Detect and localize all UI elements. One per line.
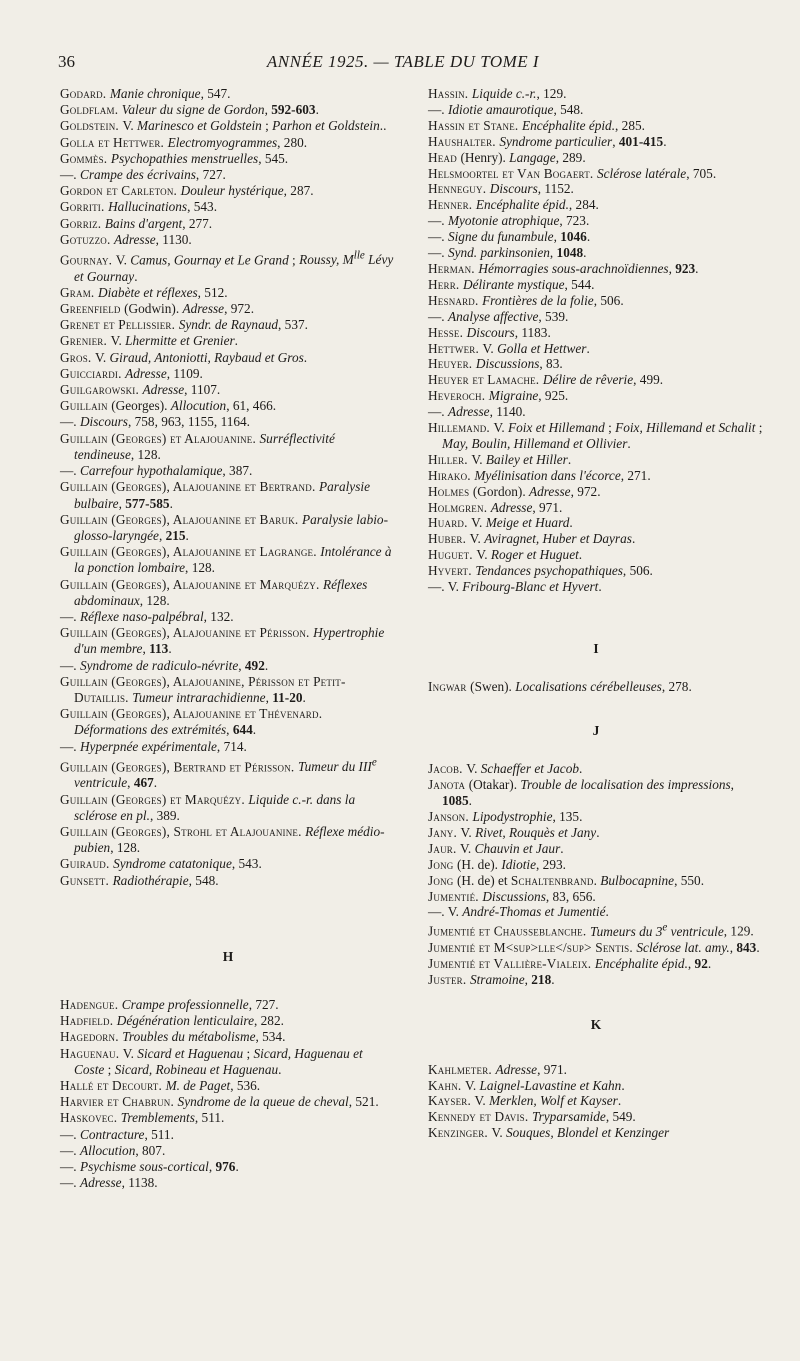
- author-name: Guillain (Georges), Alajouanine et Lagrange.: [60, 544, 321, 560]
- index-entry: [428, 452, 764, 468]
- index-entry: [60, 1046, 396, 1078]
- author-name: Gordon et Carleton.: [60, 183, 181, 199]
- entry-reference: (H. de) et Schaltenbrand. Bulbocapnine, 550.: [457, 872, 705, 888]
- author-name: Grenier.: [60, 333, 111, 349]
- author-name: Kayser.: [428, 1093, 475, 1109]
- index-entry: [60, 625, 396, 657]
- entry-reference: Discours, 1152.: [489, 181, 574, 197]
- entries-i: [428, 679, 764, 695]
- author-name: Hadfield.: [60, 1013, 117, 1029]
- index-entry: [60, 232, 396, 248]
- author-name: Hiller.: [428, 451, 472, 467]
- author-name: Kahn.: [428, 1077, 465, 1093]
- entry-reference: —. Idiotie amaurotique, 548.: [428, 101, 584, 117]
- entry-reference: Troubles du métabolisme, 534.: [122, 1029, 286, 1045]
- index-entry: [60, 183, 396, 199]
- author-name: Hassin et Stane.: [428, 117, 522, 133]
- index-entry: [428, 229, 764, 245]
- author-name: Gunsett.: [60, 872, 113, 888]
- author-name: Helsmoortel et Van Bogaert.: [428, 165, 597, 181]
- entry-reference: (Gordon). Adresse, 972.: [472, 483, 601, 499]
- entry-reference: Adresse, 1107.: [142, 382, 221, 398]
- entry-reference: (Godwin). Adresse, 972.: [124, 301, 255, 317]
- index-entry: [428, 809, 764, 825]
- entry-reference: Sclérose latérale, 705.: [596, 165, 717, 181]
- index-entry: [60, 755, 396, 792]
- entry-reference: —. Psychisme sous-cortical, 976.: [60, 1159, 239, 1175]
- entry-reference: Tumeur du IIIe ventricule, 467.: [74, 756, 377, 791]
- entry-reference: Tendances psychopathiques, 506.: [475, 563, 653, 579]
- entry-reference: Déformations des extrémités, 644.: [74, 722, 257, 738]
- entry-reference: Réflexes abdominaux, 128.: [74, 576, 368, 608]
- entry-reference: Discussions, 83, 656.: [482, 888, 596, 904]
- entry-reference: Migraine, 925.: [488, 388, 569, 404]
- entry-reference: Liquide c.-r., 129.: [471, 86, 567, 101]
- author-name: Guilgarowski.: [60, 382, 143, 398]
- entry-reference: V. Lhermitte et Grenier.: [110, 333, 238, 349]
- author-name: Janson.: [428, 809, 473, 825]
- author-name: Gorriti.: [60, 199, 109, 215]
- index-entry: [60, 102, 396, 118]
- entry-reference: —. Allocution, 807.: [60, 1142, 166, 1158]
- author-name: Hesse.: [428, 324, 467, 340]
- index-entry: [428, 484, 764, 500]
- index-entry: [60, 873, 396, 889]
- page-number: 36: [58, 52, 75, 71]
- author-name: Golla et Hettwer.: [60, 134, 168, 150]
- author-name: Goldstein.: [60, 118, 123, 134]
- index-entry: [60, 739, 396, 755]
- index-entry: [60, 86, 396, 102]
- index-entry: [428, 261, 764, 277]
- index-entry: [428, 1093, 764, 1109]
- index-entry: [428, 86, 764, 102]
- entry-reference: V. Meige et Huard.: [471, 515, 573, 531]
- author-name: Gournay.: [60, 252, 116, 268]
- index-entry: [60, 674, 396, 706]
- index-entry: [60, 577, 396, 609]
- index-entry: [60, 856, 396, 872]
- index-entry: [428, 277, 764, 293]
- entry-reference: Electromyogrammes, 280.: [167, 134, 308, 150]
- entry-reference: (H. de). Idiotie, 293.: [457, 856, 566, 872]
- index-entry: [60, 1110, 396, 1126]
- entry-reference: —. Adresse, 1138.: [60, 1175, 158, 1191]
- index-entry: [428, 841, 764, 857]
- author-name: Jumentié.: [428, 888, 483, 904]
- entry-reference: Paralysie bulbaire, 577-585.: [74, 479, 370, 511]
- entries-h-continued: [428, 86, 764, 595]
- index-entry: [428, 420, 764, 452]
- author-name: Huard.: [428, 515, 472, 531]
- author-name: Guicciardi.: [60, 365, 126, 381]
- entry-reference: Encéphalite épid., 92.: [594, 955, 712, 971]
- index-entry: [428, 940, 764, 956]
- index-entry: [60, 706, 396, 738]
- index-entry: [428, 1078, 764, 1094]
- author-name: Guillain (Georges), Alajouanine et Thévenard.: [60, 706, 323, 722]
- entry-reference: Délirante mystique, 544.: [462, 276, 595, 292]
- entry-reference: —. Myotonie atrophique, 723.: [428, 213, 590, 229]
- index-entry: [60, 216, 396, 232]
- author-name: Huber.: [428, 531, 470, 547]
- entry-reference: V. Merklen, Wolf et Kayser.: [474, 1093, 622, 1109]
- index-entry: [428, 563, 764, 579]
- section-heading-k: K: [590, 1017, 602, 1033]
- author-name: Henner.: [428, 197, 476, 213]
- author-name: Jumentié et Vallière-Vialeix.: [428, 955, 595, 971]
- author-name: Kenzinger.: [428, 1125, 492, 1141]
- author-name: Guillain (Georges) et Alajouanine.: [60, 430, 260, 446]
- entry-reference: V. Camus, Gournay et Le Grand ; Roussy, $M^{lle}$ Lévy et Gournay.: [74, 250, 394, 284]
- author-name: Gram.: [60, 284, 98, 300]
- author-name: Haushalter.: [428, 133, 500, 149]
- entry-reference: Liquide c.-r. dans la sclérose en pl., 389.: [74, 791, 356, 823]
- entry-reference: Adresse, 971.: [490, 499, 563, 515]
- entry-reference: —. Syndrome de radiculo-névrite, 492.: [60, 657, 269, 673]
- author-name: Heveroch.: [428, 388, 489, 404]
- section-heading-i: I: [593, 641, 599, 656]
- index-entry: [428, 166, 764, 182]
- author-name: Guillain (Georges), Bertrand et Périsson.: [60, 759, 298, 775]
- author-name: Hallé et Decourt.: [60, 1078, 166, 1094]
- index-entry: [428, 904, 764, 920]
- entry-reference: V. Roger et Huguet.: [476, 547, 583, 563]
- entry-reference: Manie chronique, 547.: [109, 86, 231, 101]
- author-name: Godard.: [60, 86, 110, 101]
- index-entry: [428, 341, 764, 357]
- entry-reference: Crampe professionnelle, 727.: [121, 997, 279, 1012]
- entry-reference: V. Schaeffer et Jacob.: [466, 761, 583, 777]
- author-name: Jong: [428, 872, 457, 888]
- index-entry: [60, 350, 396, 366]
- index-entry: [60, 1143, 396, 1159]
- index-entry: [428, 956, 764, 972]
- author-name: Holmgren.: [428, 499, 491, 515]
- index-entry: [60, 366, 396, 382]
- index-entry: [60, 609, 396, 625]
- author-name: Gotuzzo.: [60, 231, 115, 247]
- author-name: Gros.: [60, 349, 95, 365]
- entry-reference: —. Adresse, 1140.: [428, 404, 526, 420]
- entry-reference: V. Marinesco et Goldstein ; Parhon et Goldstein..: [122, 118, 387, 134]
- page-header: [58, 48, 748, 76]
- index-entry: [60, 1127, 396, 1143]
- author-name: Grenet et Pellissier.: [60, 317, 179, 333]
- author-name: Kahlmeter.: [428, 1061, 496, 1077]
- index-entry: [60, 658, 396, 674]
- section-heading-j: J: [592, 723, 600, 739]
- entry-reference: —. Crampe des écrivains, 727.: [60, 167, 226, 183]
- entry-reference: Douleur hystérique, 287.: [180, 183, 314, 199]
- author-name: Hassin.: [428, 86, 472, 101]
- entry-reference: —. V. André-Thomas et Jumentié.: [428, 904, 609, 920]
- index-entry: [428, 547, 764, 563]
- entry-reference: (Otakar). Trouble de localisation des impressions, 1085.: [442, 777, 734, 809]
- author-name: Jany.: [428, 824, 461, 840]
- entry-reference: (Georges). Allocution, 61, 466.: [111, 398, 277, 414]
- entry-reference: —. Signe du funambule, 1046.: [428, 229, 591, 245]
- entry-reference: Tryparsamide, 549.: [531, 1109, 636, 1125]
- author-name: Holmes: [428, 483, 473, 499]
- index-entry: [60, 118, 396, 134]
- index-entry: [428, 245, 764, 261]
- index-entry: [60, 248, 396, 285]
- index-entry: [428, 356, 764, 372]
- entry-reference: Syndr. de Raynaud, 537.: [178, 317, 308, 333]
- author-name: Gorriz.: [60, 215, 105, 231]
- author-name: Hagedorn.: [60, 1029, 123, 1045]
- index-entry: [60, 824, 396, 856]
- author-name: Guillain (Georges), Alajouanine et Bertrand.: [60, 479, 320, 495]
- author-name: Harvier et Chabrun.: [60, 1094, 178, 1110]
- index-entry: [428, 468, 764, 484]
- author-name: Guillain (Georges), Alajouanine et Périsson.: [60, 625, 314, 641]
- entry-reference: —. Synd. parkinsonien, 1048.: [428, 245, 587, 261]
- index-entry: [428, 1109, 764, 1125]
- index-entry: [428, 181, 764, 197]
- index-entry: [428, 972, 764, 988]
- index-entry: [428, 293, 764, 309]
- entry-reference: Syndrome catatonique, 543.: [113, 856, 262, 872]
- author-name: Head: [428, 149, 461, 165]
- entry-reference: Stramoine, 218.: [469, 971, 555, 987]
- index-entry: [428, 579, 764, 595]
- index-entry: [428, 213, 764, 229]
- entry-reference: Bains d'argent, 277.: [104, 215, 213, 231]
- entry-reference: V. Giraud, Antoniotti, Raybaud et Gros.: [94, 349, 308, 365]
- author-name: Janota: [428, 777, 469, 793]
- author-name: Hettwer.: [428, 340, 483, 356]
- entry-reference: —. Réflexe naso-palpébral, 132.: [60, 608, 234, 624]
- entry-reference: Frontières de la folie, 506.: [482, 292, 624, 308]
- entry-reference: Délire de rêverie, 499.: [542, 372, 664, 388]
- author-name: Ingwar: [428, 679, 471, 695]
- author-name: Jong: [428, 856, 457, 872]
- author-name: Henneguy.: [428, 181, 490, 197]
- entry-reference: Myélinisation dans l'écorce, 271.: [474, 467, 651, 483]
- entry-reference: Encéphalite épid., 285.: [521, 117, 645, 133]
- entry-reference: Encéphalite épid., 284.: [475, 197, 599, 213]
- entry-reference: Hémorragies sous-arachnoïdiennes, 923.: [478, 260, 699, 276]
- entry-reference: V. Bailey et Hiller.: [471, 451, 572, 467]
- entries-k: [428, 1062, 764, 1142]
- entry-reference: V. Rivet, Rouquès et Jany.: [460, 824, 600, 840]
- index-entry: [428, 404, 764, 420]
- index-entry: [60, 382, 396, 398]
- author-name: Haskovec.: [60, 1110, 121, 1126]
- entry-reference: V. Chauvin et Jaur.: [460, 840, 564, 856]
- index-entry: [60, 479, 396, 511]
- author-name: Hesnard.: [428, 292, 483, 308]
- left-column: [60, 86, 396, 1191]
- author-name: Hillemand.: [428, 420, 494, 436]
- entry-reference: —. V. Fribourg-Blanc et Hyvert.: [428, 579, 602, 595]
- entry-reference: —. Analyse affective, 539.: [428, 308, 569, 324]
- entry-reference: Hypertrophie d'un membre, 113.: [74, 625, 385, 657]
- entry-reference: Psychopathies menstruelles, 545.: [110, 150, 289, 166]
- index-entry: [60, 398, 396, 414]
- index-entry: [428, 777, 764, 809]
- index-entry: [60, 1094, 396, 1110]
- author-name: Hyvert.: [428, 563, 476, 579]
- entry-reference: Sclérose lat. amy., 843.: [636, 939, 760, 955]
- index-entry: [60, 167, 396, 183]
- index-entry: [428, 325, 764, 341]
- author-name: Herman.: [428, 260, 479, 276]
- author-name: Guillain (Georges) et Marquézy.: [60, 791, 249, 807]
- index-entry: [60, 1078, 396, 1094]
- author-name: Heuyer.: [428, 356, 476, 372]
- author-name: Guiraud.: [60, 856, 114, 872]
- entry-reference: Discussions, 83.: [475, 356, 563, 372]
- index-entry: [428, 1125, 764, 1141]
- entry-reference: V. Foix et Hillemand ; Foix, Hillemand et Schalit ; May, Boulin, Hillemand et Ollivier.: [442, 420, 763, 451]
- index-entry: [60, 431, 396, 463]
- author-name: Haguenau.: [60, 1045, 123, 1061]
- author-name: Gommès.: [60, 150, 111, 166]
- author-name: Juster.: [428, 971, 470, 987]
- author-name: Heuyer et Lamache.: [428, 372, 543, 388]
- author-name: Guillain (Georges), Alajouanine et Marquézy.: [60, 576, 323, 592]
- index-entry: [428, 197, 764, 213]
- index-entry: [428, 372, 764, 388]
- index-entry: [428, 825, 764, 841]
- index-entry: [428, 388, 764, 404]
- author-name: Herr.: [428, 276, 463, 292]
- entry-reference: V. Sicard et Haguenau ; Sicard, Haguenau et Coste ; Sicard, Robineau et Haguenau.: [74, 1045, 363, 1077]
- entry-reference: Discours, 1183.: [466, 324, 551, 340]
- index-entry: [60, 151, 396, 167]
- right-column: [428, 86, 764, 1141]
- index-entry: [428, 102, 764, 118]
- author-name: Jumentié et M<sup>lle</sup> Sentis.: [428, 939, 637, 955]
- author-name: Jaur.: [428, 840, 461, 856]
- author-name: Jacob.: [428, 761, 467, 777]
- index-entry: [428, 920, 764, 939]
- entry-reference: V. Golla et Hettwer.: [482, 340, 590, 356]
- index-entry: [60, 301, 396, 317]
- entry-reference: (Henry). Langage, 289.: [460, 149, 586, 165]
- index-entry: [60, 414, 396, 430]
- entry-reference: Radiothérapie, 548.: [112, 872, 219, 888]
- entry-reference: (Swen). Localisations cérébelleuses, 278.: [470, 679, 692, 695]
- author-name: Guillain (Georges), Alajouanine et Baruk.: [60, 511, 302, 527]
- author-name: Goldflam.: [60, 102, 122, 118]
- index-entry: [60, 135, 396, 151]
- index-entry: [60, 285, 396, 301]
- entry-reference: V. Aviragnet, Huber et Dayras.: [469, 531, 636, 547]
- author-name: Hadengue.: [60, 997, 122, 1012]
- author-name: Jumentié et Chausseblanche.: [428, 923, 590, 939]
- section-heading-h: H: [222, 948, 234, 964]
- entry-reference: Intolérance à la ponction lombaire, 128.: [74, 544, 392, 576]
- entry-reference: M. de Paget, 536.: [165, 1078, 261, 1094]
- index-entry: [428, 309, 764, 325]
- author-name: Guillain: [60, 398, 112, 414]
- entry-reference: V. Laignel-Lavastine et Kahn.: [464, 1077, 625, 1093]
- author-name: Guillain (Georges), Strohl et Alajouanine.: [60, 823, 306, 839]
- author-name: Hirako.: [428, 467, 475, 483]
- entries-g: [60, 86, 396, 889]
- index-entry: [428, 531, 764, 547]
- author-name: Kennedy et Davis.: [428, 1109, 532, 1125]
- index-entry: [428, 118, 764, 134]
- entry-reference: Surréflectivité tendineuse, 128.: [74, 430, 335, 462]
- entry-reference: —. Contracture, 511.: [60, 1126, 174, 1142]
- index-entry: [428, 889, 764, 905]
- index-entry: [60, 1013, 396, 1029]
- entry-reference: Lipodystrophie, 135.: [472, 809, 583, 825]
- index-entry: [428, 1062, 764, 1078]
- index-entry: [428, 761, 764, 777]
- entry-reference: Adresse, 1109.: [125, 365, 203, 381]
- index-entry: [428, 873, 764, 889]
- index-entry: [428, 679, 764, 695]
- entry-reference: Hallucinations, 543.: [108, 199, 218, 215]
- index-entry: [60, 1175, 396, 1191]
- entry-reference: V. Souques, Blondel et Kenzinger: [491, 1125, 670, 1141]
- entry-reference: Dégénération lenticulaire, 282.: [116, 1013, 284, 1029]
- entry-reference: Tumeurs du 3e ventricule, 129.: [589, 921, 754, 939]
- index-entry: [60, 512, 396, 544]
- entry-reference: —. Discours, 758, 963, 1155, 1164.: [60, 414, 250, 430]
- entry-reference: Réflexe médio-pubien, 128.: [74, 823, 385, 856]
- index-entry: [60, 317, 396, 333]
- index-entry: [60, 333, 396, 349]
- author-name: Greenfield: [60, 301, 125, 317]
- index-entry: [60, 544, 396, 576]
- entry-reference: Paralysie labio-glosso-laryngée, 215.: [74, 511, 388, 543]
- entry-reference: Syndrome particulier, 401-415.: [499, 133, 667, 149]
- entry-reference: —. Hyperpnée expérimentale, 714.: [60, 738, 247, 754]
- index-entry: [428, 857, 764, 873]
- author-name: Huguet.: [428, 547, 477, 563]
- index-entry: [428, 134, 764, 150]
- index-entry: [428, 150, 764, 166]
- entry-reference: Valeur du signe de Gordon, 592-603.: [121, 102, 319, 118]
- entry-reference: Syndrome de la queue de cheval, 521.: [177, 1094, 379, 1110]
- index-entry: [60, 792, 396, 824]
- index-entry: [428, 500, 764, 516]
- index-entry: [60, 1159, 396, 1175]
- entry-reference: Diabète et réflexes, 512.: [97, 284, 228, 300]
- index-entry: [60, 997, 396, 1013]
- running-title: ANNÉE 1925. — TABLE DU TOME I: [266, 52, 540, 71]
- author-name: Guillain (Georges), Alajouanine, Périsson et Petit-Dutaillis.: [60, 673, 346, 705]
- index-entry: [60, 199, 396, 215]
- index-entry: [60, 463, 396, 479]
- entry-reference: Tumeur intrarachidienne, 11-20.: [132, 689, 306, 705]
- entry-reference: Adresse, 1130.: [114, 231, 192, 247]
- entries-j: [428, 761, 764, 987]
- entries-h: [60, 997, 396, 1191]
- index-entry: [60, 1029, 396, 1045]
- entry-reference: Adresse, 971.: [495, 1061, 567, 1077]
- entry-reference: —. Carrefour hypothalamique, 387.: [60, 463, 253, 479]
- entry-reference: Tremblements, 511.: [120, 1110, 225, 1126]
- index-entry: [428, 515, 764, 531]
